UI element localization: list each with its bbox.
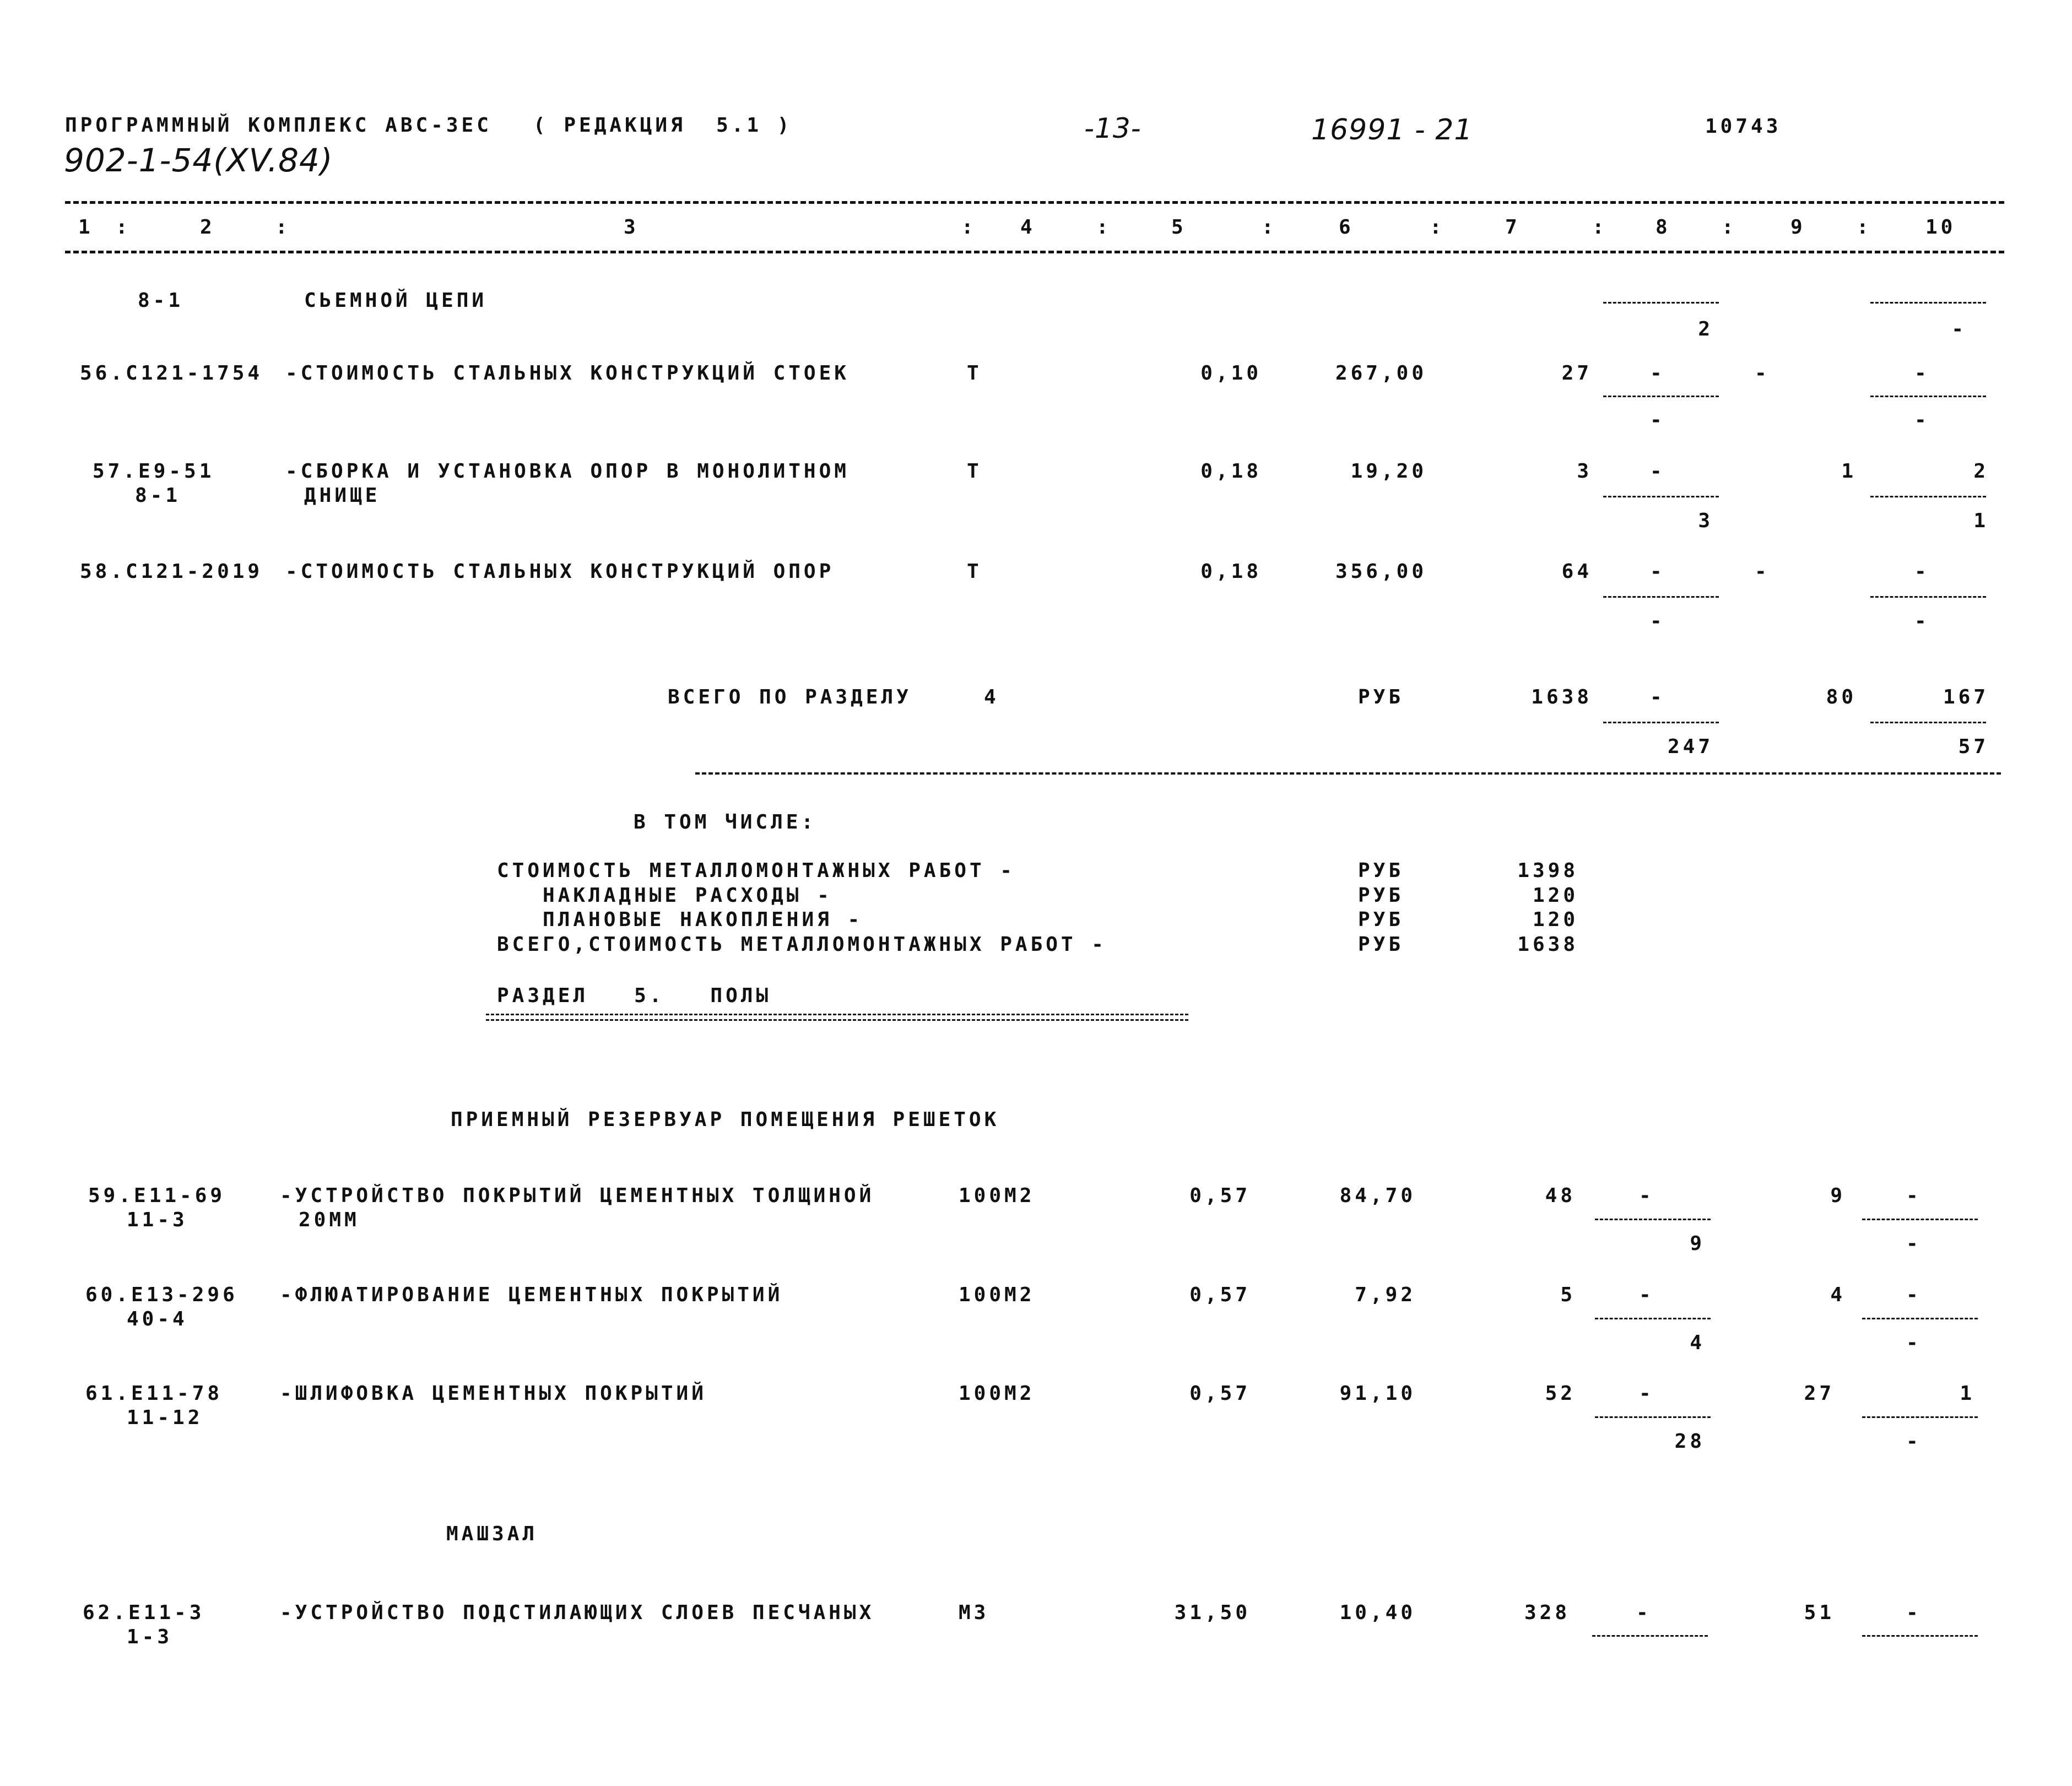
row-c8-bottom: 28 — [1674, 1430, 1705, 1453]
row-code-sub: 8-1 — [135, 484, 181, 507]
row-price: 10,40 — [1339, 1601, 1416, 1624]
column-1: 1 — [78, 216, 94, 239]
including-title: В ТОМ ЧИСЛЕ: — [634, 811, 817, 834]
page-number: -13- — [1084, 112, 1142, 144]
fraction-line — [1595, 1318, 1711, 1319]
header-rule-top — [65, 201, 2004, 204]
row-code-sub: 1-3 — [127, 1626, 173, 1648]
row-c10-top: - — [1906, 1184, 1922, 1207]
program-name: ПРОГРАММНЫЙ КОМПЛЕКС АВС-3ЕС — [65, 114, 492, 137]
row-c10-top: - — [1914, 362, 1930, 385]
subsection-title: ПРИЕМНЫЙ РЕЗЕРВУАР ПОМЕЩЕНИЯ РЕШЕТОК — [451, 1108, 1000, 1131]
column-3: 3 — [624, 216, 639, 239]
including-item-value: 120 — [1532, 908, 1578, 931]
including-item-label: НАКЛАДНЫЕ РАСХОДЫ - — [497, 884, 832, 907]
row-c10-bottom: - — [1906, 1430, 1922, 1453]
row-quantity: 0,57 — [1189, 1184, 1251, 1207]
row-c8-top: - — [1639, 1184, 1654, 1207]
including-item-value: 1638 — [1517, 933, 1578, 956]
column-2: 2 — [200, 216, 215, 239]
row-total: 52 — [1545, 1382, 1576, 1405]
row-c8-bottom: 9 — [1690, 1232, 1705, 1255]
fraction-line — [1603, 302, 1719, 304]
fraction-line — [1870, 302, 1986, 304]
including-item-unit: РУБ — [1358, 908, 1404, 931]
row-total: 328 — [1524, 1601, 1570, 1624]
row-c10-top: 2 — [1973, 460, 1989, 483]
row-code: 56.С121-1754 — [80, 362, 263, 385]
row-name: 8-1 — [138, 289, 184, 312]
section-total-label: ВСЕГО ПО РАЗДЕЛУ — [668, 686, 912, 708]
row-c10-bottom: - — [1914, 610, 1930, 632]
including-item-unit: РУБ — [1358, 933, 1404, 956]
column-6: 6 — [1339, 216, 1354, 239]
including-item-value: 120 — [1532, 884, 1578, 907]
row-quantity: 0,57 — [1189, 1382, 1251, 1405]
row-c9: 27 — [1804, 1382, 1835, 1405]
row-description: -ШЛИФОВКА ЦЕМЕНТНЫХ ПОКРЫТИЙ — [280, 1382, 707, 1405]
row-c9: - — [1755, 560, 1770, 583]
row-unit: 100М2 — [959, 1382, 1035, 1405]
column-separator: : — [1262, 216, 1277, 239]
fraction-line — [1603, 596, 1719, 598]
fraction-line — [1592, 1635, 1708, 1637]
column-separator: : — [1096, 216, 1112, 239]
row-price: 84,70 — [1339, 1184, 1416, 1207]
row-c10-bottom: - — [1914, 409, 1930, 431]
including-item-unit: РУБ — [1358, 859, 1404, 882]
row-unit: 100М2 — [959, 1284, 1035, 1306]
row-quantity: 0,18 — [1200, 460, 1262, 483]
row-unit: Т — [967, 460, 982, 483]
column-8: 8 — [1656, 216, 1671, 239]
fraction-line — [1862, 1635, 1978, 1637]
row-price: 7,92 — [1355, 1284, 1416, 1306]
row-c8-bottom: - — [1650, 409, 1665, 431]
document-code: 10743 — [1705, 115, 1782, 138]
fraction-line — [1870, 722, 1986, 723]
row-c9: 9 — [1830, 1184, 1846, 1207]
row-description: -УСТРОЙСТВО ПОДСТИЛАЮЩИХ СЛОЕВ ПЕСЧАНЫХ — [280, 1601, 875, 1624]
edition-label: ( РЕДАКЦИЯ 5.1 ) — [533, 114, 793, 137]
row-code: 58.С121-2019 — [80, 560, 263, 583]
section-total-c10-bottom: 57 — [1958, 735, 1989, 758]
row-c8-top: - — [1650, 460, 1665, 483]
column-separator: : — [1592, 216, 1608, 239]
row-c10-bottom: 1 — [1973, 510, 1989, 532]
row-c9: - — [1755, 362, 1770, 385]
row-total: 5 — [1560, 1284, 1576, 1306]
section-total-unit: РУБ — [1358, 686, 1404, 708]
column-separator: : — [1857, 216, 1872, 239]
row-c10-bottom: - — [1906, 1232, 1922, 1255]
row-c8-bottom: - — [1650, 610, 1665, 632]
row-code: 59.Е11-69 — [88, 1184, 226, 1207]
including-item-label: СТОИМОСТЬ МЕТАЛЛОМОНТАЖНЫХ РАБОТ - — [497, 859, 1015, 882]
row-description: СЬЕМНОЙ ЦЕПИ — [304, 289, 488, 312]
section-total-value: 1638 — [1531, 686, 1592, 708]
row-description-cont: 20ММ — [299, 1209, 360, 1231]
section-total-c9: 80 — [1826, 686, 1857, 708]
fraction-line — [1870, 496, 1986, 497]
fraction-line — [1603, 396, 1719, 397]
project-code: 902-1-54(XV.84) — [64, 142, 333, 179]
column-7: 7 — [1505, 216, 1521, 239]
column-5: 5 — [1171, 216, 1187, 239]
fraction-line — [1870, 396, 1986, 397]
section-total-c8-bottom: 247 — [1667, 735, 1713, 758]
row-c8-top: - — [1639, 1382, 1654, 1405]
section-total-number: 4 — [984, 686, 999, 708]
row-code: 62.Е11-3 — [83, 1601, 205, 1624]
including-item-value: 1398 — [1517, 859, 1578, 882]
row-description: -СТОИМОСТЬ СТАЛЬНЫХ КОНСТРУКЦИЙ СТОЕК — [285, 362, 850, 385]
row-price: 91,10 — [1339, 1382, 1416, 1405]
row-code: 57.Е9-51 — [93, 460, 215, 483]
row-c8-top: - — [1650, 362, 1665, 385]
fraction-line — [1595, 1219, 1711, 1220]
row-total: 3 — [1577, 460, 1592, 483]
row-c10-top: 1 — [1960, 1382, 1975, 1405]
row-quantity: 0,18 — [1200, 560, 1262, 583]
row-total: 27 — [1561, 362, 1592, 385]
column-separator: : — [275, 216, 291, 239]
column-10: 10 — [1925, 216, 1956, 239]
row-code-sub: 40-4 — [127, 1308, 188, 1330]
section-total-c8-top: - — [1650, 686, 1665, 708]
row-description: -ФЛЮАТИРОВАНИЕ ЦЕМЕНТНЫХ ПОКРЫТИЙ — [280, 1284, 783, 1306]
row-code: 61.Е11-78 — [85, 1382, 223, 1405]
section-total-c10-top: 167 — [1943, 686, 1989, 708]
fraction-line — [1595, 1416, 1711, 1418]
column-separator: : — [961, 216, 977, 239]
row-unit: 100М2 — [959, 1184, 1035, 1207]
fraction-line — [1603, 722, 1719, 723]
row-c9: 51 — [1804, 1601, 1835, 1624]
column-separator: : — [116, 216, 131, 239]
row-quantity: 31,50 — [1174, 1601, 1251, 1624]
row-c8-bottom: 3 — [1698, 510, 1713, 532]
row-unit: Т — [967, 560, 982, 583]
row-c8-bottom: 2 — [1698, 318, 1713, 340]
row-c10-bottom: - — [1951, 318, 1967, 340]
row-description: -СБОРКА И УСТАНОВКА ОПОР В МОНОЛИТНОМ — [285, 460, 850, 483]
row-c9: 4 — [1830, 1284, 1846, 1306]
document-number: 16991 - 21 — [1311, 113, 1473, 147]
including-item-unit: РУБ — [1358, 884, 1404, 907]
fraction-line — [1862, 1416, 1978, 1418]
column-separator: : — [1722, 216, 1737, 239]
row-c10-bottom: - — [1906, 1332, 1922, 1354]
row-price: 19,20 — [1350, 460, 1427, 483]
column-9: 9 — [1790, 216, 1806, 239]
column-separator: : — [1430, 216, 1445, 239]
section-title-underline — [486, 1014, 1188, 1021]
row-quantity: 0,10 — [1200, 362, 1262, 385]
row-c8-bottom: 4 — [1690, 1332, 1705, 1354]
row-code-sub: 11-12 — [127, 1406, 203, 1429]
row-description-cont: ДНИЩЕ — [304, 484, 381, 507]
row-price: 267,00 — [1335, 362, 1427, 385]
row-code-sub: 11-3 — [127, 1209, 188, 1231]
row-unit: М3 — [959, 1601, 989, 1624]
row-description: -СТОИМОСТЬ СТАЛЬНЫХ КОНСТРУКЦИЙ ОПОР — [285, 560, 835, 583]
including-item-label: ПЛАНОВЫЕ НАКОПЛЕНИЯ - — [497, 908, 863, 931]
section-title: РАЗДЕЛ 5. ПОЛЫ — [497, 984, 772, 1007]
row-c10-top: - — [1914, 560, 1930, 583]
row-c10-top: - — [1906, 1601, 1922, 1624]
row-total: 64 — [1561, 560, 1592, 583]
header-rule-bottom — [65, 251, 2004, 253]
including-item-label: ВСЕГО,СТОИМОСТЬ МЕТАЛЛОМОНТАЖНЫХ РАБОТ - — [497, 933, 1107, 956]
row-c8-top: - — [1650, 560, 1665, 583]
row-description: -УСТРОЙСТВО ПОКРЫТИЙ ЦЕМЕНТНЫХ ТОЛЩИНОЙ — [280, 1184, 875, 1207]
row-c8-top: - — [1636, 1601, 1652, 1624]
row-quantity: 0,57 — [1189, 1284, 1251, 1306]
row-c8-top: - — [1639, 1284, 1654, 1306]
row-c9: 1 — [1841, 460, 1857, 483]
row-total: 48 — [1545, 1184, 1576, 1207]
row-price: 356,00 — [1335, 560, 1427, 583]
fraction-line — [1870, 596, 1986, 598]
fraction-line — [1603, 496, 1719, 497]
fraction-line — [1862, 1219, 1978, 1220]
row-unit: Т — [967, 362, 982, 385]
row-c10-top: - — [1906, 1284, 1922, 1306]
subsection-title: МАШЗАЛ — [446, 1523, 538, 1545]
section-separator — [695, 772, 2001, 775]
column-4: 4 — [1020, 216, 1036, 239]
row-code: 60.Е13-296 — [85, 1284, 238, 1306]
fraction-line — [1862, 1318, 1978, 1319]
